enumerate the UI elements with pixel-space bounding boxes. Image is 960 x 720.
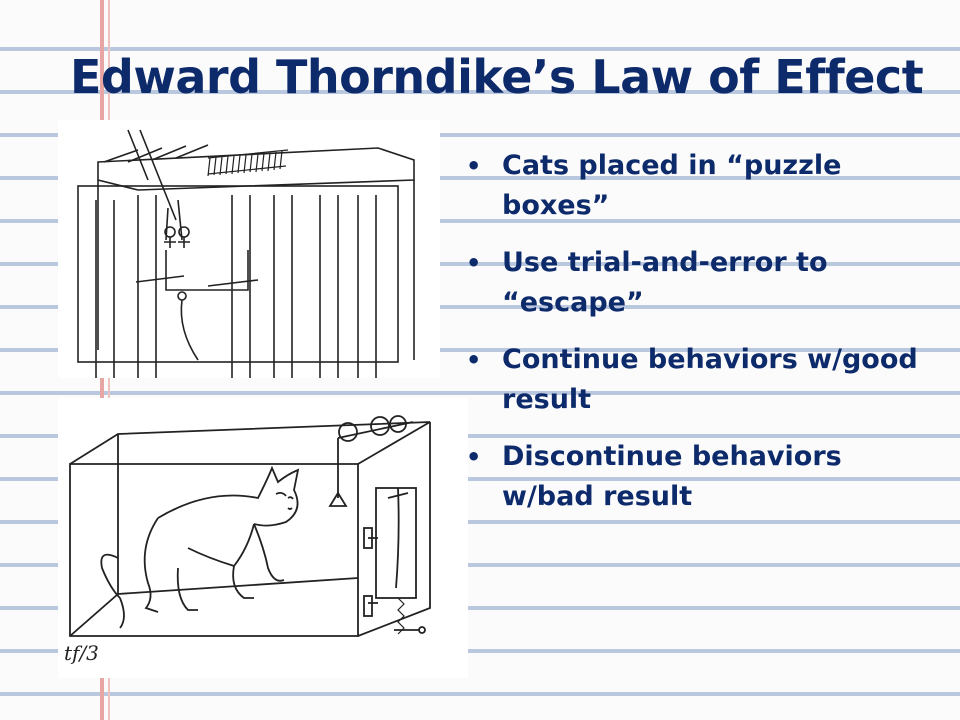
bullet-text: Discontinue behaviors w/bad result bbox=[502, 441, 842, 512]
bullet-list bbox=[462, 146, 942, 534]
bullet-text: Cats placed in “puzzle boxes” bbox=[502, 150, 842, 221]
bullet-text: Continue behaviors w/good result bbox=[502, 344, 918, 415]
bullet-item bbox=[462, 340, 942, 420]
bullet-item bbox=[462, 243, 942, 323]
bullet-text: Use trial-and-error to “escape” bbox=[502, 247, 828, 318]
cat-in-puzzle-box-sketch bbox=[58, 398, 468, 678]
bullet-dot-icon: • bbox=[466, 249, 482, 277]
bullet-item bbox=[462, 437, 942, 517]
bullet-item bbox=[462, 146, 942, 226]
artist-signature: tf/3 bbox=[64, 641, 99, 665]
puzzle-box-sketch bbox=[58, 120, 440, 378]
slide-title: Edward Thorndike’s Law of Effect bbox=[70, 50, 924, 104]
bullet-dot-icon: • bbox=[466, 443, 482, 471]
bullet-dot-icon: • bbox=[466, 152, 482, 180]
bullet-dot-icon: • bbox=[466, 346, 482, 374]
